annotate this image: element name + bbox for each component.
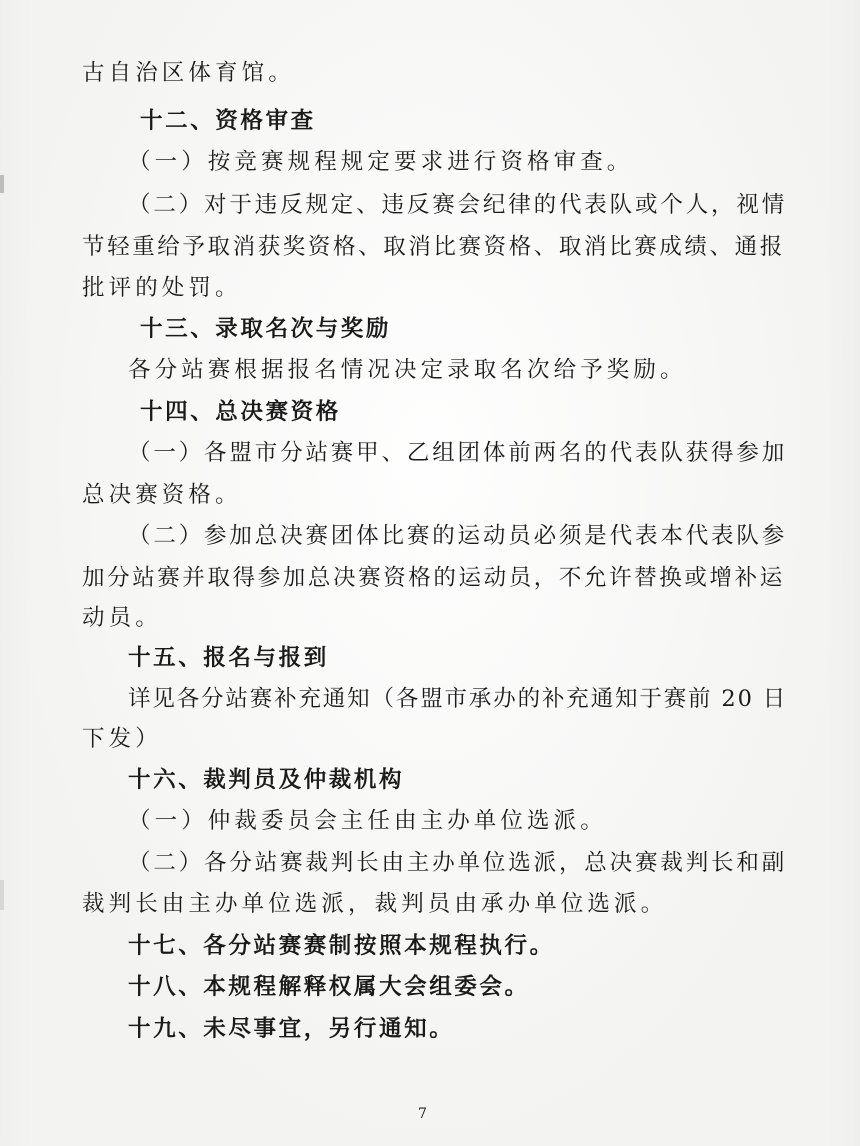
section-heading-13: 十三、录取名次与奖励 — [140, 316, 392, 342]
scan-edge-mark — [0, 175, 4, 193]
section-heading-15: 十五、报名与报到 — [128, 645, 329, 671]
body-line: 详见各分站赛补充通知（各盟市承办的补充通知于赛前 20 日 — [128, 686, 788, 712]
section-heading-17: 十七、各分站赛赛制按照本规程执行。 — [128, 933, 555, 959]
body-line: 加分站赛并取得参加总决赛资格的运动员，不允许替换或增补运 — [82, 565, 785, 591]
body-line: 古自治区体育馆。 — [82, 60, 295, 86]
section-heading-12: 十二、资格审查 — [140, 108, 316, 134]
scan-edge-mark — [0, 880, 4, 910]
page-number: 7 — [418, 1106, 427, 1122]
body-line: 总决赛资格。 — [82, 482, 242, 508]
section-heading-14: 十四、总决赛资格 — [140, 399, 341, 425]
body-line: 下发） — [82, 726, 162, 752]
body-line: 批评的处罚。 — [82, 275, 242, 301]
body-line: （一）按竞赛规程规定要求进行资格审查。 — [128, 149, 634, 175]
body-line: （二）对于违反规定、违反赛会纪律的代表队或个人，视情 — [128, 192, 788, 218]
section-heading-16: 十六、裁判员及仲裁机构 — [128, 767, 405, 793]
body-line: 动员。 — [82, 605, 162, 631]
body-line: 节轻重给予取消获奖资格、取消比赛资格、取消比赛成绩、通报 — [82, 234, 785, 260]
body-line: （一）仲裁委员会主任由主办单位选派。 — [128, 808, 607, 834]
body-line: （一）各盟市分站赛甲、乙组团体前两名的代表队获得参加 — [128, 440, 788, 466]
body-line: 裁判长由主办单位选派，裁判员由承办单位选派。 — [82, 891, 668, 917]
body-line: 各分站赛根据报名情况决定录取名次给予奖励。 — [128, 357, 687, 383]
body-line: （二）各分站赛裁判长由主办单位选派，总决赛裁判长和副 — [128, 850, 788, 876]
section-heading-18: 十八、本规程解释权属大会组委会。 — [128, 974, 530, 1000]
section-heading-19: 十九、未尽事宜，另行通知。 — [128, 1016, 455, 1042]
body-line: （二）参加总决赛团体比赛的运动员必须是代表本代表队参 — [128, 523, 788, 549]
